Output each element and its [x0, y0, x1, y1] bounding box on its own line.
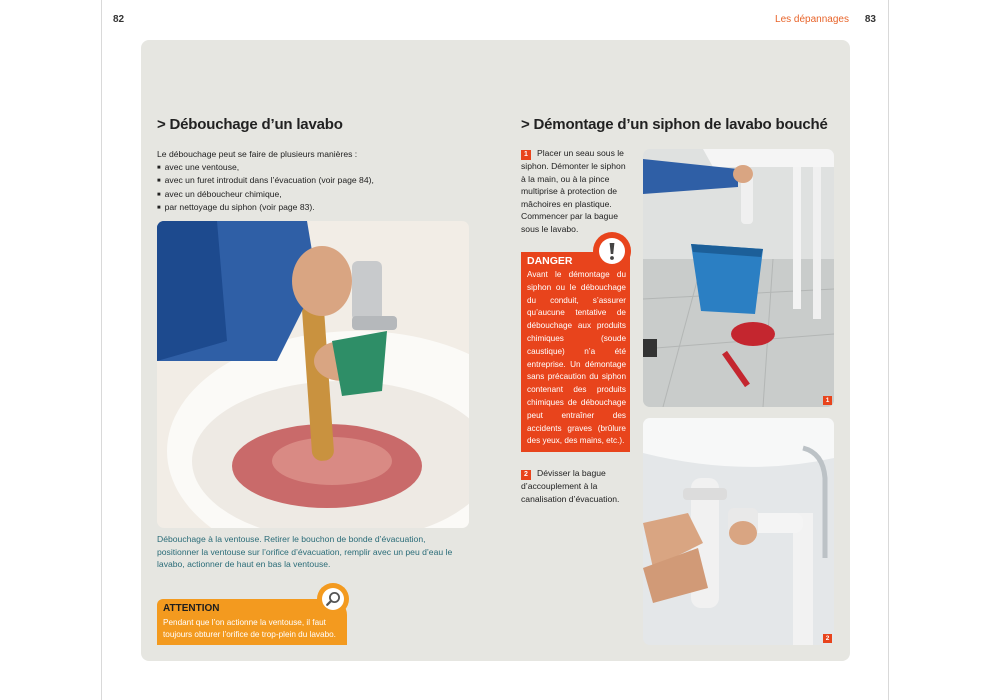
page-number-left: 82 — [113, 14, 125, 25]
step-number: 1 — [521, 150, 531, 160]
plunger-sink-illustration — [157, 221, 469, 528]
photo-bucket-siphon — [643, 149, 834, 407]
list-item: ■ avec une ventouse, — [157, 161, 457, 175]
heading-demontage-siphon: > Démontage d’un siphon de lavabo bouché — [521, 116, 828, 133]
unscrew-ring-illustration — [643, 418, 834, 645]
photo-plunger-sink — [157, 221, 469, 528]
attention-box — [157, 599, 347, 645]
photo-number: 1 — [823, 396, 832, 405]
step-number: 2 — [521, 470, 531, 480]
intro-text: Le débouchage peut se faire de plusieurs manières : — [157, 149, 358, 159]
list-item: ■ avec un furet introduit dans l’évacuation (voir page 84), — [157, 174, 457, 188]
attention-badge — [317, 583, 349, 615]
method-list — [157, 161, 457, 215]
list-item: ■ avec un déboucheur chimique, — [157, 188, 457, 202]
step-1 — [521, 147, 631, 236]
danger-title: DANGER — [527, 255, 573, 267]
attention-text: Pendant que l’on actionne la ventouse, il faut toujours obturer l’orifice de trop-plein du lavabo. — [163, 618, 336, 639]
exclamation-icon — [598, 237, 626, 265]
step-text: Dévisser la bague d’accouplement à la canalisation d’évacuation. — [521, 468, 620, 504]
attention-title: ATTENTION — [163, 603, 220, 614]
heading-debouchage-lavabo: > Débouchage d’un lavabo — [157, 116, 343, 133]
intro-block — [157, 148, 457, 215]
list-item: ■ par nettoyage du siphon (voir page 83). — [157, 201, 457, 215]
danger-text: Avant le démontage du siphon ou le débouchage du conduit, s’assurer qu’aucune tentative de débouchage aux produits chimiques (soude caustique) n’a été entreprise. Un démontage sans précaution du siphon contenant des produits chimiques de débouchage peut entraîner des accidents graves (brûlure des yeux, des mains, etc.). — [527, 270, 626, 446]
photo-number: 2 — [823, 634, 832, 643]
magnifier-icon — [321, 587, 345, 611]
danger-badge — [593, 232, 631, 270]
running-section-title: Les dépannages — [775, 14, 849, 25]
page-number-right: 83 — [864, 14, 876, 25]
photo-caption: Débouchage à la ventouse. Retirer le bouchon de bonde d’évacuation, positionner la ventouse sur l’orifice d’évacuation, remplir avec un peu d’eau le lavabo, actionner de haut en bas la ventouse. — [157, 534, 453, 570]
step-2 — [521, 467, 631, 505]
photo-unscrew-ring — [643, 418, 834, 645]
bucket-siphon-illustration — [643, 149, 834, 407]
step-text: Placer un seau sous le siphon. Démonter le siphon à la main, ou à la pince multiprise à protection de mâchoires en plastique. Commencer par la bague sous le lavabo. — [521, 148, 626, 234]
danger-box — [521, 252, 630, 452]
